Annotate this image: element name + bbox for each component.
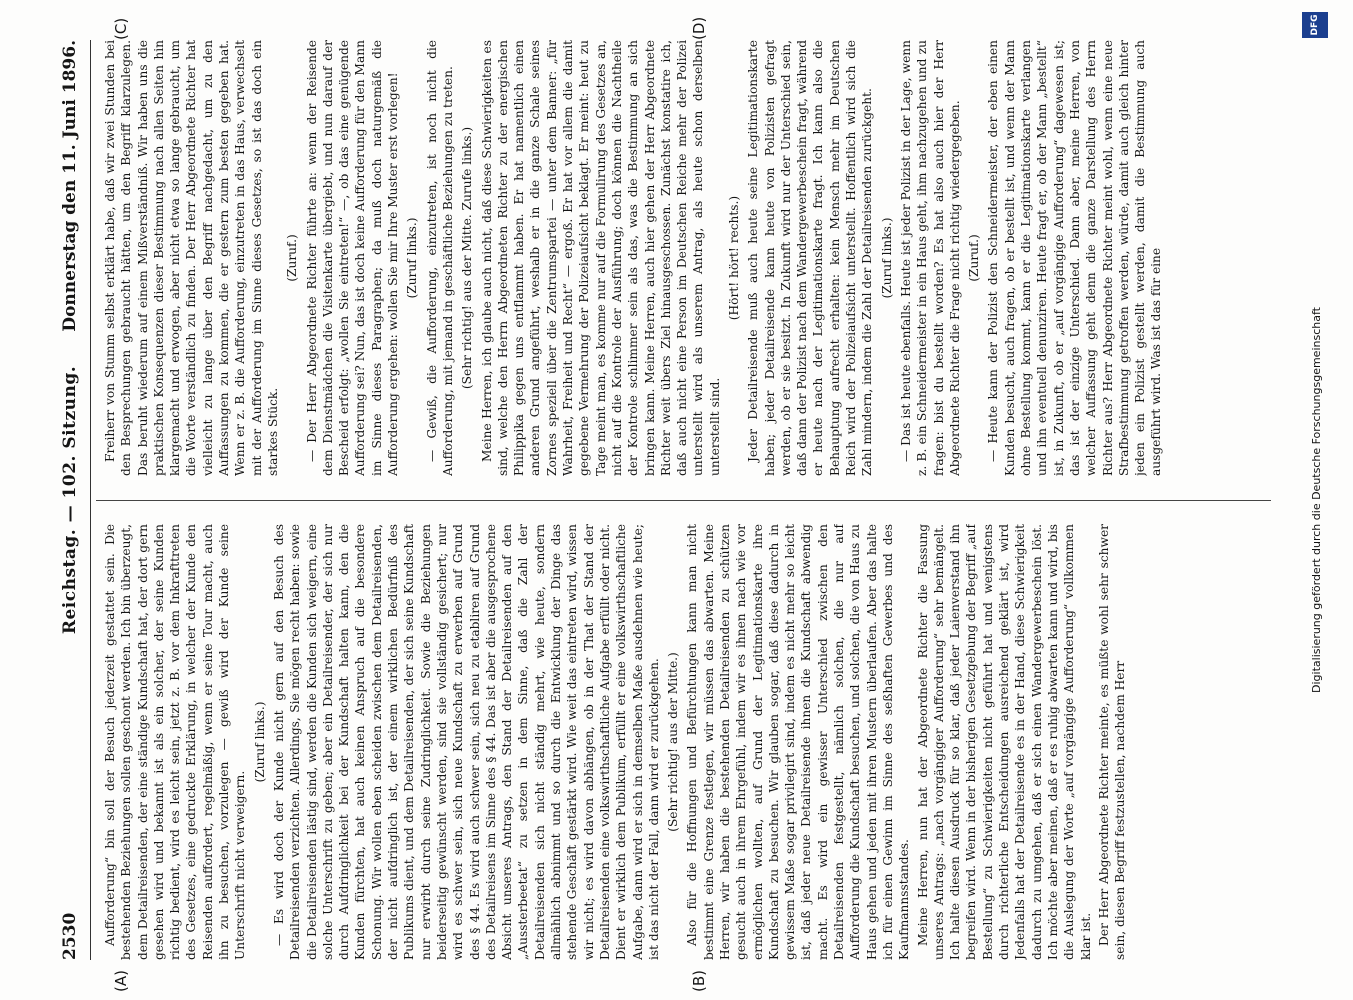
paragraph: — Das ist heute ebenfalls. Heute ist jeder Polizist in der Lage, wenn z. B. ein Schneidermeister in ein Haus geht, ihm nachzugehen und zu fragen: bist du bestellt worden? Es hat also auch hier der Herr Abgeordnete Richter die Frage nicht richtig wiedergegeben. [898, 40, 962, 476]
paragraph: (Zuruf links.) [879, 217, 894, 299]
footer-note: Digitalisierung gefördert durch die Deutsche Forschungsgemeinschaft [1310, 307, 1323, 693]
paragraph: Der Herr Abgeordnete Richter meinte, es müßte wohl sehr schwer sein, diesen Begriff festzustellen, nachdem Herr [1096, 524, 1128, 960]
paragraph: (Zuruf links.) [252, 701, 267, 783]
margin-mark-b: (B) [690, 970, 708, 992]
paragraph: — Heute kann der Polizist den Schneidermeister, der eben einen Kunden besucht, auch fragen, ob er bestellt ist, und wenn der Mann ohne Bestellung kommt, kann er die Legitimationskarte verlangen und ihn eventuell denunziren. Heute fragt er, ob der Mann „bestellt“ ist, in Zukunft, ob er „auf vorgängige Aufforderung“ dagewesen ist; das ist der einzige Unterschied. Dann aber, meine Herren, von welcher Auffassung geht denn die ganze Darstellung des Herrn Richter aus? Herr Abgeordnete Richter meint wohl, wenn eine neue Strafbestimmung getroffen werden, würde, damit auch gleich hinter jeden ein Polizist gestellt werden, damit die Bestimmung auch ausgeführt wird. Was ist das für eine [986, 40, 1164, 476]
page-header [60, 40, 86, 960]
paragraph: Meine Herren, ich glaube auch nicht, daß diese Schwierigkeiten es sind, welche den Herrn Abgeordneten Richter zu der energischen Philippika gegen uns entflammt haben. Er hat namentlich einen anderen Grund angeführt, weshalb er in die ganze Schale seines Zornes speziell über die Zentrumspartei — unter dem Banner: „für Wahrheit, Freiheit und Recht“ — ergoß. Er hat vor allem die damit gegebene Vermehrung der Polizeiaufsicht beklagt. Er meint: heut zu Tage meint man, es komme nur auf die Formulirung des Gesetzes an, nicht auf die Kontrole der Ausführung; doch können die Nachtheile der Kontrole schlimmer sein als das, was die Bestimmung an sich bringen kann. Meine Herren, auch hier gehen der Herr Abgeordnete Richter weit übers Ziel hinausgeschossen. Zunächst konstatire ich, daß auch nicht eine Person im Deutschen Reiche mehr der Polizei unterstellt wird als unserem Antrag, als heute schon derselben unterstellt sind. [479, 40, 722, 476]
page-date: Donnerstag den 11. Juni 1896. [60, 40, 80, 332]
page-title: Reichstag. — 102. Sitzung. [60, 365, 80, 635]
paragraph: — Es wird doch der Kunde nicht gern auf den Besuch des Detailreisenden verzichten. Allerdings, Sie mögen recht haben: sowie die Detailreisenden lästig sind, werden die Kunden sich weigern, eine solche Unterschrift zu geben; aber ein Detailreisender, der sich nur durch Aufdringlichkeit bei der Kundschaft halten kann, den die Kunden fürchten, hat auch keinen Anspruch auf die besondere Schonung. Wir wollen eben scheiden zwischen dem Detailreisenden, der nicht aufdringlich ist, der einem wirklichen Bedürfniß des Publikums dient, und dem Detailreisenden, der sich seine Kundschaft nur erwirbt durch seine Zudringlichkeit. Sowie die Beziehungen beiderseitig gewünscht werden, sind sie vollständig gesichert; nur wird es schwer sein, sich neue Kundschaft zu erwerben auf Grund des § 44. Es wird auch schwer sein, sich neu zu etabliren auf Grund des Detailreisens im Sinne des § 44. Das ist aber die ausgesprochene Absicht unseres Antrags, den Stand der Detailreisenden auf den „Aussterbeetat“ zu setzen in dem Sinne, daß die Zahl der Detailreisenden sich nicht ständig mehrt, wie heute, sondern allmählich abnimmt und so durch die Entwicklung der Dinge das stehende Geschäft gestärkt wird. Wie weit das eintreten wird, wissen wir nicht; es wird davon abhängen, ob in der That der Stand der Detailreisenden eine volkswirthschaftliche Aufgabe erfüllt oder nicht. Dient er wirklich dem Publikum, erfüllt er eine volkswirthschaftliche Aufgabe, dann wird er sich in demselben Maße ausdehnen wie heute; ist das nicht der Fall, dann wird er zurückgehen. [271, 524, 661, 960]
paragraph: (Sehr richtig! aus der Mitte. Zurufe links.) [460, 126, 475, 390]
paragraph: (Hört! hört! rechts.) [726, 195, 741, 321]
paragraph: — Der Herr Abgeordnete Richter führte an: wenn der Reisende dem Dienstmädchen die Visitenkarte übergiebt, und nun darauf der Bescheid erfolgt: „wollen Sie eintreten!“ —, ob das eine genügende Aufforderung sei? Nun, das ist doch keine Aufforderung für den Mann im Sinne dieses Paragraphen; da muß doch naturgemäß die Aufforderung ergehen: wollen Sie mir Ihre Muster erst vorlegen! [304, 40, 401, 476]
margin-mark-a: (A) [112, 970, 130, 992]
paragraph: — Gewiß, die Aufforderung, einzutreten, ist noch nicht die Aufforderung, mit jemand in geschäftliche Beziehungen zu treten. [424, 40, 455, 476]
text-column-right [102, 40, 1267, 476]
paragraph: Freiherr von Stumm selbst erklärt habe, daß wir zwei Stunden bei den Besprechungen gebraucht hätten, um den Begriff klarzulegen. Das beruht wiederum auf einem Mißverständniß. Wir haben uns die praktischen Konsequenzen dieser Bestimmung nach allen Seiten hin klargemacht und erwogen, aber nicht etwa so lange gebraucht, um die Worte verständlich zu finden. Der Herr Abgeordnete Richter hat vielleicht zu lange über den Begriff nachgedacht, um zu den Auffassungen zu kommen, die er gestern zum besten gegeben hat. Wenn er z. B. die Aufforderung, einzutreten in das Haus, verwechselt mit der Aufforderung im Sinne dieses Gesetzes, so ist das doch ein starkes Stück. [103, 40, 280, 476]
paragraph: (Sehr richtig! aus der Mitte.) [666, 652, 681, 832]
header-rule [90, 40, 91, 960]
paragraph: Meine Herren, nun hat der Abgeordnete Richter die Fassung unseres Antrags: „nach vorgängiger Aufforderung“ sehr bemängelt. Ich halte diesen Ausdruck für so klar, daß jeder Laienverstand ihn begreifen wird. Wenn in der bisherigen Gesetzgebung der Begriff „auf Bestellung“ zu Schwierigkeiten nicht geführt hat und wenigstens durch richterliche Entscheidungen ausreichend geklärt ist, wird Jedenfalls hat der Detailreisende es in der Hand, diese Schwierigkeit dadurch zu umgehen, daß er sich einen Wandergewerbeschein löst. Ich möchte aber meinen, daß er es ruhig abwarten kann und wird, bis die Auslegung der Worte „auf vorgängige Aufforderung“ vollkommen klar ist. [915, 524, 1093, 960]
paragraph: (Zuruf links.) [405, 217, 420, 299]
margin-mark-d: (D) [690, 16, 708, 40]
paragraph: Aufforderung“ bin soll der Besuch jederzeit gestattet sein. Die bestehenden Beziehungen sollen geschont werden. Ich bin überzeugt, dem Detailreisenden, der eine ständige Kundschaft hat, der dort gern gesehen wird und bekannt ist als ein solcher, der seine Kunden richtig bedient, wird es leicht sein, jetzt z. B. vor dem Inkrafttreten des Gesetzes, eine gedruckte Erklärung, in welcher der Kunde den Reisenden auffordert, regelmäßig, wenn er seine Tour macht, auch ihn zu besuchen, vorzulegen — gewiß wird der Kunde seine Unterschrift nicht verweigern. [103, 524, 248, 960]
paragraph: Jeder Detailreisende muß auch heute seine Legitimationskarte haben; jeder Detailreisende kann heute von Polizisten gefragt werden, ob er sie besitzt. In Zukunft wird nur der Unterschied sein, daß dann der Polizist nach dem Wandergewerbeschein fragt, während er heute nach der Legitimationskarte fragt. Ich kann also die Behauptung aufrecht erhalten: kein Mensch mehr im Deutschen Reich wird der Polizeiaufsicht unterstellt. Hoffentlich wird sich die Zahl mindern, indem die Zahl der Detailreisenden zurückgeht. [746, 40, 875, 476]
paragraph: (Zuruf.) [967, 234, 982, 282]
text-column-left [102, 524, 1267, 960]
paragraph: (Zuruf.) [285, 234, 300, 282]
paragraph: Also für die Hoffnungen und Befürchtungen kann man nicht bestimmt eine Grenze festlegen, wir müssen das abwarten. Meine Herren, wir haben die bestehenden Detailreisenden zu schützen gesucht auch in ihrem Ehrgefühl, indem wir es ihnen nach wie vor ermöglichen wollten, auf Grund der Legitimationskarte ihre Kundschaft zu besuchen. Wir glauben sogar, daß diese dadurch in gewissem Maße sogar privilegirt sind, indem es nicht mehr so leicht ist, daß jeder neue Detailreisende ihnen die Kundschaft abwendig macht. Es wird ein gewisser Unterschied zwischen den Detailreisenden festgestellt, nämlich solchen, die nur auf Aufforderung die Kundschaft besuchen, und solchen, die von Haus zu Haus gehen und jeden mit ihren Mustern überlaufen. Aber das halte ich für einen Gewinn im Sinne des seßhaften Gewerbes und des Kaufmannsstandes. [685, 524, 912, 960]
dfg-logo: DFG [1302, 12, 1328, 38]
page-number: 2530 [60, 912, 80, 960]
margin-mark-c: (C) [112, 17, 130, 40]
column-divider [96, 500, 1271, 501]
